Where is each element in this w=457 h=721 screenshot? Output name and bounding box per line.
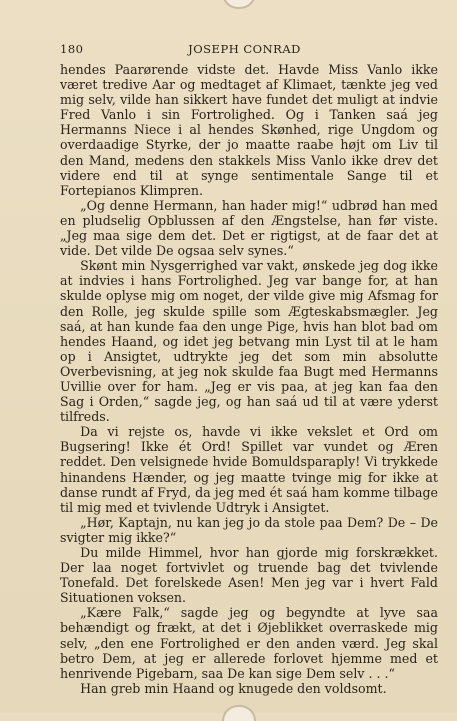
- body-text: [60, 62, 438, 696]
- paragraph: Du milde Himmel, hvor han gjorde mig forskrækket. Der laa noget fortvivlet og truende bag det tvivlende Tonefald. Det forelskede Asen! Men jeg var i hvert Fald Situationen voksen.: [60, 545, 438, 606]
- paragraph: hendes Paarørende vidste det. Havde Miss Vanlo ikke været tredive Aar og medtaget af Klimaet, tænkte jeg ved mig selv, vilde han sikkert have fundet det muligt at indvie Fred Vanlo i sin Fortrolighed. Og i Tanken saá jeg Hermanns Niece i al hendes Skønhed, rige Ungdom og overdaadige Styrke, der jo maatte raabe højt om Liv til den Mand, medens den stakkels Miss Vanlo ikke drev det videre end til at synge sentimentale Sange til et Fortepianos Klimpren.: [60, 62, 438, 198]
- paragraph: „Hør, Kaptajn, nu kan jeg jo da stole paa Dem? De – De svigter mig ikke?“: [60, 514, 438, 545]
- page-hole-bottom: [222, 705, 256, 721]
- page-header: [60, 42, 429, 58]
- running-head: JOSEPH CONRAD: [188, 42, 301, 56]
- page-hole-top: [222, 0, 256, 9]
- paragraph: Da vi rejste os, havde vi ikke vekslet et Ord om Bugsering! Ikke ét Ord! Spillet var vundet og Æren reddet. Den velsignede hvide Bomuldsparaply! Vi trykkede hinandens Hænder, og jeg maatte tvinge mig for ikke at danse rundt af Fryd, da jeg med ét saá ham komme tilbage til mig med et tvivlende Udtryk i Ansigtet.: [60, 424, 438, 515]
- page-number: 180: [60, 42, 84, 56]
- paragraph: Han greb min Haand og knugede den voldsomt.: [80, 680, 387, 696]
- paragraph: Skønt min Nysgerrighed var vakt, ønskede jeg dog ikke at indvies i hans Fortrolighed. Jeg var bange for, at han skulde oplyse mig om noget, der vilde give mig Afsmag for den Rolle, jeg skulde spille som Ægteskabsmægler. Jeg saá, at han kunde faa den unge Pige, hvis han blot bad om hendes Haand, og idet jeg betvang min Lyst til at le ham op i Ansigtet, udtrykte jeg det som min absolutte Overbevisning, at jeg nok skulde faa Bugt med Hermanns Uvillie over for ham. „Jeg er vis paa, at jeg kan faa den Sag i Orden,“ sagde jeg, og han saá ud til at være yderst tilfreds.: [60, 258, 438, 425]
- paragraph: „Kære Falk,“ sagde jeg og begyndte at lyve saa behændigt og frækt, at det i Øjeblikket overraskede mig selv, „den ene Fortrolighed er den anden værd. Jeg skal betro Dem, at jeg er allerede forlovet hjemme med et henrivende Pigebarn, saa De kan sige Dem selv . . .“: [60, 605, 438, 681]
- paragraph: „Og denne Hermann, han hader mig!“ udbrød han med en pludselig Opblussen af den Ængstelse, han før viste. „Jeg maa sige dem det. Det er rigtigst, at de faar det at vide. Det vilde De ogsaa selv synes.“: [60, 197, 438, 259]
